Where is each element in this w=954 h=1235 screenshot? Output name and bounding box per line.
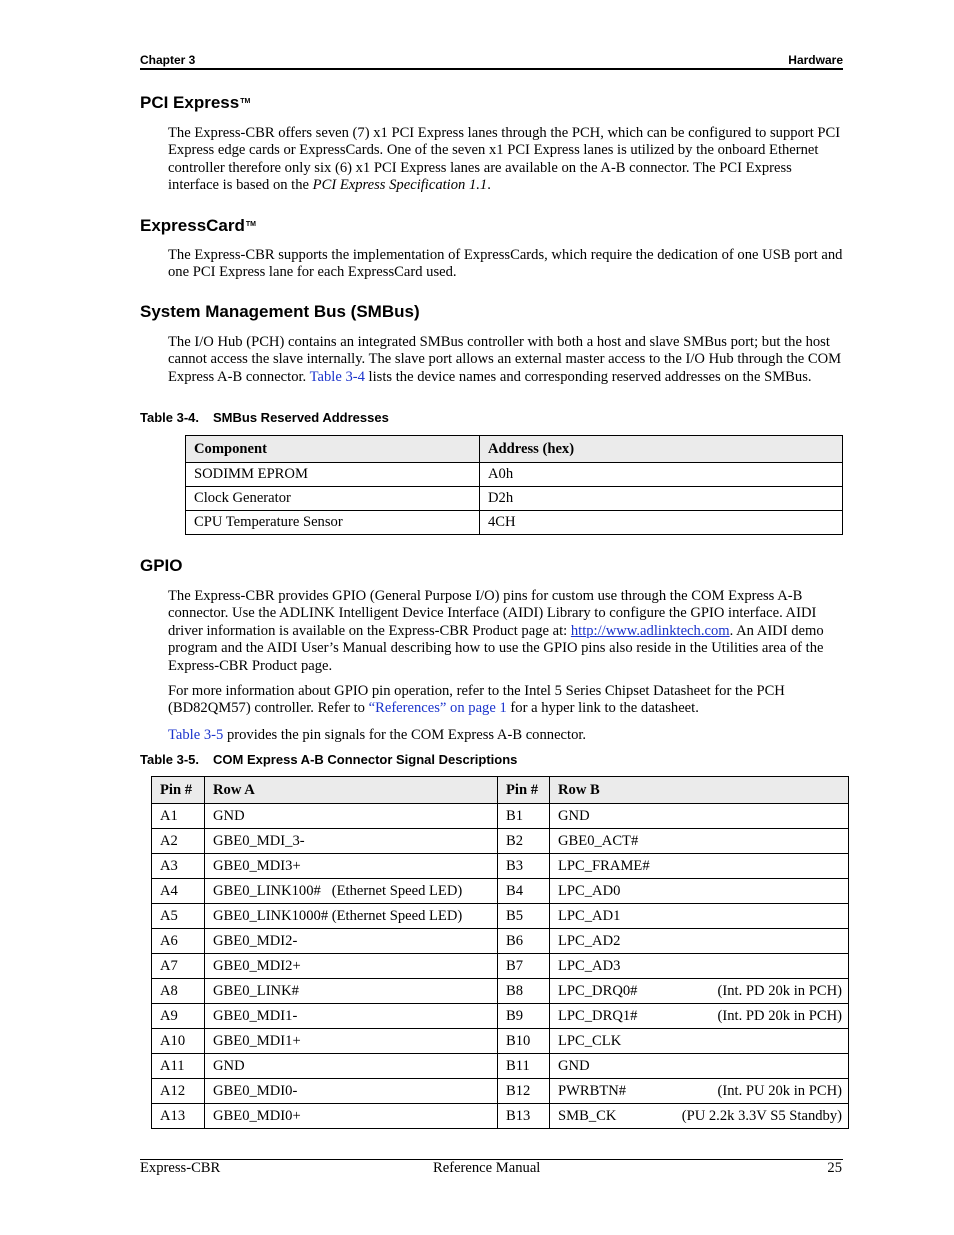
row-b-signal: GND: [558, 807, 590, 824]
page-number: 25: [827, 1160, 842, 1176]
row-a-cell: GBE0_MDI1+: [205, 1029, 498, 1054]
adlink-website-link[interactable]: http://www.adlinktech.com: [570, 622, 730, 639]
row-a-cell: GBE0_MDI_3-: [205, 829, 498, 854]
table-header-row: [152, 777, 849, 804]
header-rule: [140, 68, 843, 70]
pin-b-cell: B8: [498, 979, 550, 1004]
pin-b-cell: B7: [498, 954, 550, 979]
table-row: [152, 829, 849, 854]
pin-a-cell: A11: [152, 1054, 205, 1079]
pin-b-cell: B12: [498, 1079, 550, 1104]
table-row: [152, 1029, 849, 1054]
smbus-addresses-table: [185, 435, 843, 535]
smbus-heading: System Management Bus (SMBus): [140, 302, 420, 321]
table-3-4-link[interactable]: Table 3-4: [309, 368, 365, 385]
expresscard-title: ExpressCard: [140, 216, 245, 235]
row-b-cell: [550, 1004, 849, 1029]
row-b-note: (Int. PU 20k in PCH): [717, 1082, 842, 1099]
table-row: [152, 904, 849, 929]
row-b-cell: [550, 804, 849, 829]
pci-express-title: PCI Express: [140, 93, 240, 112]
row-a-cell: GND: [205, 804, 498, 829]
trademark-mark: TM: [240, 98, 251, 106]
table-row: [152, 1004, 849, 1029]
footer-product: Express-CBR: [140, 1160, 221, 1176]
pin-a-cell: A13: [152, 1104, 205, 1129]
table-row: [186, 487, 843, 511]
pci-express-paragraph: [168, 125, 843, 195]
row-b-signal: LPC_AD1: [558, 907, 621, 924]
smbus-text-end: lists the device names and corresponding reserved addresses on the SMBus.: [364, 368, 812, 385]
pin-b-cell: B13: [498, 1104, 550, 1129]
pci-spec-title: PCI Express Specification 1.1: [312, 177, 488, 194]
trademark-mark: TM: [245, 221, 256, 229]
table-cell: A0h: [480, 463, 843, 487]
table-row: [152, 929, 849, 954]
row-b-cell: [550, 1104, 849, 1129]
gpio-text-end: provides the pin signals for the COM Express A-B connector.: [223, 727, 587, 743]
row-b-signal: PWRBTN#: [558, 1082, 627, 1099]
column-header: Row A: [205, 777, 498, 804]
pin-b-cell: B10: [498, 1029, 550, 1054]
smbus-text: The I/O Hub (PCH) contains an integrated SMBus controller with both a host and slave SMBus port; but the host cannot access the slave internally. The slave port allows an external master access to the I/O Hub through the COM Express A-B connector.: [168, 334, 842, 385]
caption-text: SMBus Reserved Addresses: [213, 410, 389, 425]
row-b-signal: SMB_CK: [558, 1107, 617, 1124]
column-header: Component: [186, 436, 480, 463]
gpio-paragraph-2: [168, 683, 843, 718]
column-header: Address (hex): [480, 436, 843, 463]
pin-a-cell: A9: [152, 1004, 205, 1029]
table-cell: Clock Generator: [186, 487, 480, 511]
table-row: [186, 511, 843, 535]
row-b-cell: [550, 904, 849, 929]
row-b-signal: LPC_FRAME#: [558, 857, 650, 874]
gpio-paragraph-3: [168, 727, 843, 744]
pin-a-cell: A7: [152, 954, 205, 979]
row-b-cell: [550, 1029, 849, 1054]
row-b-note: (Int. PD 20k in PCH): [717, 982, 842, 999]
connector-signals-table: [151, 776, 849, 1129]
gpio-paragraph-1: [168, 588, 843, 675]
table-row: [152, 879, 849, 904]
expresscard-heading: [140, 216, 256, 236]
pin-b-cell: B2: [498, 829, 550, 854]
column-header: Pin #: [498, 777, 550, 804]
header-section: Hardware: [788, 53, 843, 67]
gpio-text-end: . An AIDI demo program and the AIDI User’s Manual describing how to use the GPIO pins also reside in the Utilities area of the Express-CBR Product page.: [168, 622, 824, 674]
row-b-signal: LPC_DRQ0#: [558, 982, 638, 999]
row-b-cell: [550, 879, 849, 904]
header-chapter: Chapter 3: [140, 53, 196, 67]
table-row: [152, 1104, 849, 1129]
row-a-cell: GND: [205, 1054, 498, 1079]
gpio-text-end: for a hyper link to the datasheet.: [506, 700, 699, 717]
table-3-5-link[interactable]: Table 3-5: [168, 727, 224, 743]
row-b-note: (Int. PD 20k in PCH): [717, 1007, 842, 1024]
column-header: Row B: [550, 777, 849, 804]
pin-a-cell: A1: [152, 804, 205, 829]
row-a-cell: GBE0_LINK100# (Ethernet Speed LED): [205, 879, 498, 904]
row-a-cell: GBE0_LINK#: [205, 979, 498, 1004]
references-link[interactable]: “References” on page 1: [368, 700, 507, 717]
table-header-row: [186, 436, 843, 463]
pin-b-cell: B3: [498, 854, 550, 879]
table-cell: 4CH: [480, 511, 843, 535]
row-a-cell: GBE0_MDI1-: [205, 1004, 498, 1029]
pin-b-cell: B5: [498, 904, 550, 929]
caption-number: Table 3-4.: [140, 410, 200, 425]
row-b-cell: [550, 1079, 849, 1104]
row-b-cell: [550, 929, 849, 954]
row-a-cell: GBE0_MDI2-: [205, 929, 498, 954]
row-b-cell: [550, 1054, 849, 1079]
row-a-cell: GBE0_MDI3+: [205, 854, 498, 879]
pin-a-cell: A5: [152, 904, 205, 929]
caption-number: Table 3-5.: [140, 752, 200, 767]
table-cell: CPU Temperature Sensor: [186, 511, 480, 535]
row-b-signal: LPC_CLK: [558, 1032, 622, 1049]
gpio-heading: GPIO: [140, 556, 183, 575]
footer-manual-title: Reference Manual: [433, 1160, 541, 1176]
row-b-cell: [550, 829, 849, 854]
row-b-signal: GBE0_ACT#: [558, 832, 639, 849]
table-3-4-caption: [140, 410, 389, 425]
pci-express-heading: [140, 93, 250, 113]
expresscard-paragraph: The Express-CBR supports the implementation of ExpressCards, which require the dedication of one USB port and one PCI Express lane for each ExpressCard used.: [168, 247, 843, 281]
pin-a-cell: A10: [152, 1029, 205, 1054]
caption-text: COM Express A-B Connector Signal Descriptions: [213, 752, 518, 767]
pin-b-cell: B9: [498, 1004, 550, 1029]
pci-express-text: The Express-CBR offers seven (7) x1 PCI Express lanes through the PCH, which can be configured to support PCI Express edge cards or ExpressCards. One of the seven x1 PCI Express lanes is utilized by the onboard Ethernet controller therefore only six (6) x1 PCI Express lanes are available on the A-B connector. The PCI Express interface is based on the: [168, 125, 841, 194]
row-b-cell: [550, 854, 849, 879]
table-row: [152, 854, 849, 879]
pin-a-cell: A2: [152, 829, 205, 854]
pin-a-cell: A12: [152, 1079, 205, 1104]
table-row: [152, 954, 849, 979]
gpio-text: For more information about GPIO pin operation, refer to the Intel 5 Series Chipset Datasheet for the PCH (BD82QM57) controller. Refer to: [168, 683, 785, 717]
pin-a-cell: A8: [152, 979, 205, 1004]
row-b-signal: LPC_AD2: [558, 932, 621, 949]
row-a-cell: GBE0_MDI0+: [205, 1104, 498, 1129]
row-b-signal: LPC_AD0: [558, 882, 621, 899]
table-row: [152, 1054, 849, 1079]
row-a-cell: GBE0_MDI2+: [205, 954, 498, 979]
row-b-note: (PU 2.2k 3.3V S5 Standby): [681, 1107, 842, 1124]
smbus-paragraph: [168, 334, 843, 386]
row-b-signal: GND: [558, 1057, 590, 1074]
table-row: [186, 463, 843, 487]
table-row: [152, 979, 849, 1004]
row-b-cell: [550, 979, 849, 1004]
pin-a-cell: A6: [152, 929, 205, 954]
row-a-cell: GBE0_MDI0-: [205, 1079, 498, 1104]
table-cell: SODIMM EPROM: [186, 463, 480, 487]
column-header: Pin #: [152, 777, 205, 804]
table-row: [152, 1079, 849, 1104]
row-b-cell: [550, 954, 849, 979]
row-b-signal: LPC_AD3: [558, 957, 621, 974]
pin-b-cell: B4: [498, 879, 550, 904]
pin-b-cell: B11: [498, 1054, 550, 1079]
row-a-cell: GBE0_LINK1000# (Ethernet Speed LED): [205, 904, 498, 929]
pin-b-cell: B1: [498, 804, 550, 829]
pin-a-cell: A4: [152, 879, 205, 904]
pin-b-cell: B6: [498, 929, 550, 954]
table-cell: D2h: [480, 487, 843, 511]
pin-a-cell: A3: [152, 854, 205, 879]
table-3-5-caption: [140, 752, 517, 767]
gpio-text: The Express-CBR provides GPIO (General Purpose I/O) pins for custom use through the COM Express A-B connector. Use the ADLINK Intelligent Device Interface (AIDI) Library to configure the GPIO interface. AIDI driver information is available on the Express-CBR Product page at:: [168, 588, 817, 639]
table-row: [152, 804, 849, 829]
pci-express-text-end: .: [487, 177, 491, 194]
row-b-signal: LPC_DRQ1#: [558, 1007, 638, 1024]
